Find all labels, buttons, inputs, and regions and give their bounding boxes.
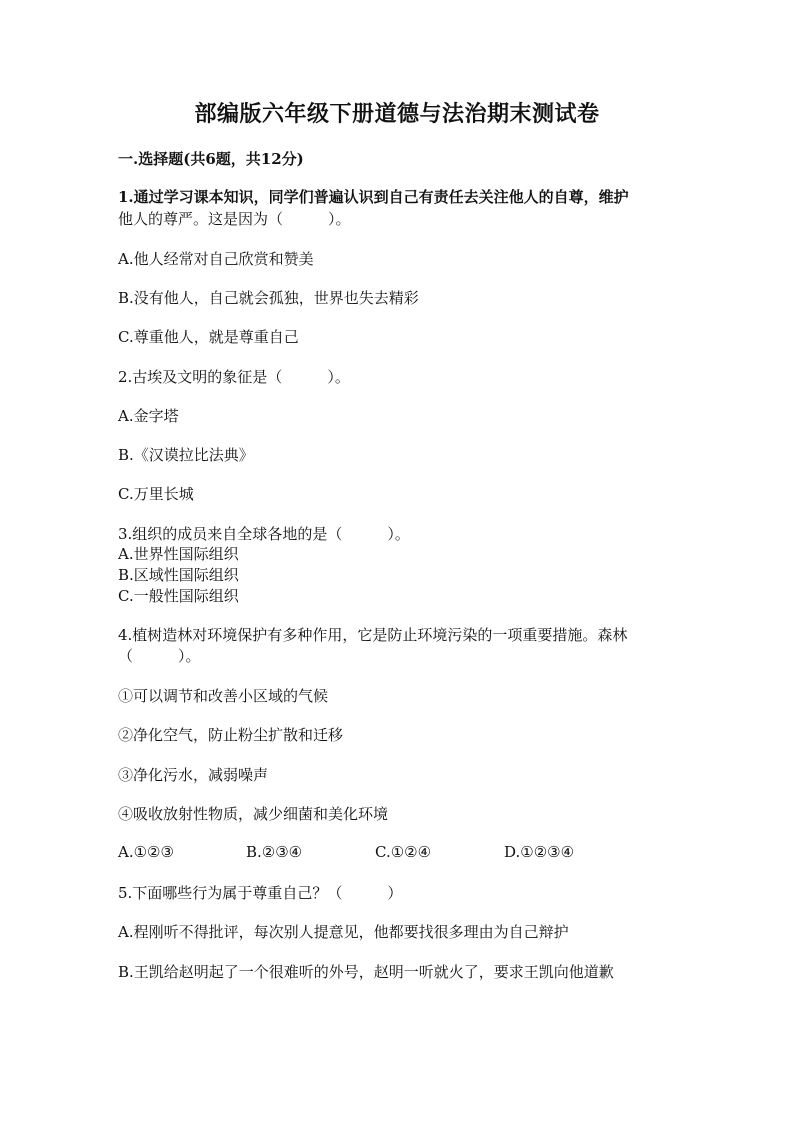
question-4-statement-4: ④吸收放射性物质，减少细菌和美化环境 (118, 805, 389, 823)
question-4-option-d: D.①②③④ (504, 843, 575, 861)
question-2-option-a: A.金字塔 (118, 407, 179, 425)
question-4-option-a: A.①②③ (118, 843, 174, 861)
question-4-option-c: C.①②④ (375, 843, 432, 861)
question-5-option-a: A.程刚听不得批评，每次别人提意见，他都要找很多理由为自己辩护 (118, 923, 569, 941)
question-4-stem-line-2: （ ）。 (118, 647, 201, 665)
question-3-option-b: B.区域性国际组织 (118, 566, 239, 584)
question-1-option-a: A.他人经常对自己欣赏和赞美 (118, 250, 314, 268)
question-4-option-b: B.②③④ (246, 843, 303, 861)
question-3-stem: 3.组织的成员来自全球各地的是（ ）。 (118, 525, 410, 543)
question-2-stem: 2.古埃及文明的象征是（ ）。 (118, 368, 350, 386)
page-title: 部编版六年级下册道德与法治期末测试卷 (194, 101, 600, 127)
question-5-option-b: B.王凯给赵明起了一个很难听的外号，赵明一听就火了，要求王凯向他道歉 (118, 963, 614, 981)
question-3-option-c: C.一般性国际组织 (118, 587, 239, 605)
question-1-option-c: C.尊重他人，就是尊重自己 (118, 328, 299, 346)
question-1-stem-line-1: 1.通过学习课本知识，同学们普遍认识到自己有责任去关注他人的自尊，维护 (118, 188, 629, 206)
question-1-stem-line-2: 他人的尊严。这是因为（ ）。 (118, 210, 351, 228)
question-3-option-a: A.世界性国际组织 (118, 545, 239, 563)
question-4-statement-1: ①可以调节和改善小区域的气候 (118, 687, 329, 705)
question-4-stem-line-1: 4.植树造林对环境保护有多种作用，它是防止环境污染的一项重要措施。森林 (118, 626, 628, 644)
question-1-option-b: B.没有他人，自己就会孤独，世界也失去精彩 (118, 289, 419, 307)
question-2-option-b: B.《汉谟拉比法典》 (118, 446, 254, 464)
question-4-statement-3: ③净化污水，减弱噪声 (118, 766, 269, 784)
section-heading: 一.选择题(共6题，共12分) (118, 150, 304, 168)
question-5-stem: 5.下面哪些行为属于尊重自己？（ ） (118, 884, 403, 902)
question-4-options (118, 843, 678, 863)
question-4-statement-2: ②净化空气，防止粉尘扩散和迁移 (118, 726, 344, 744)
question-2-option-c: C.万里长城 (118, 485, 194, 503)
